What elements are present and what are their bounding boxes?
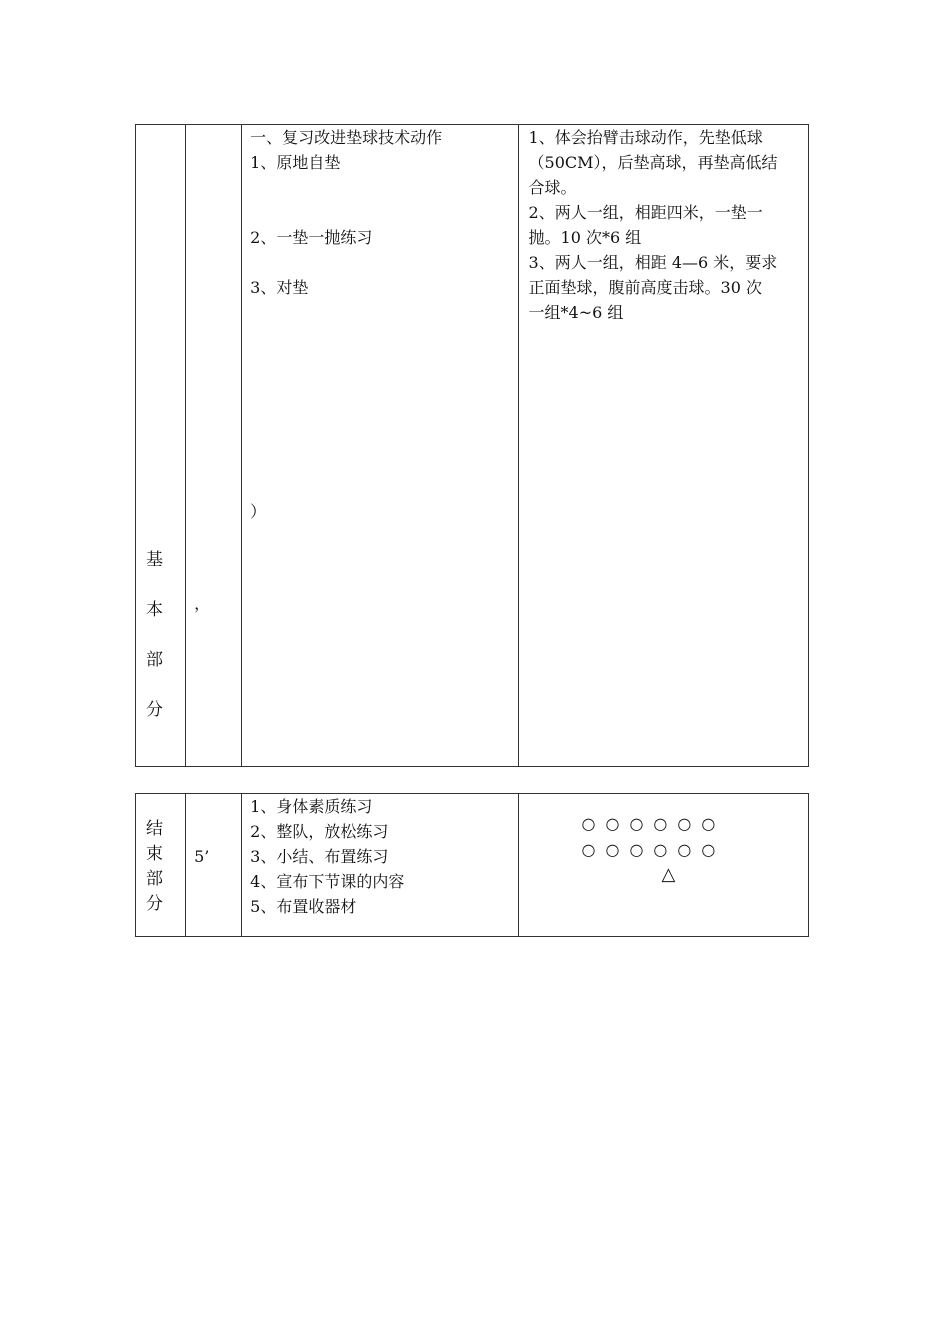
method-line: 抛。10 次*6 组 [528,228,642,247]
basic-section-label-cell [136,125,186,767]
formation-diagram [519,794,808,936]
method-line: （50CM），后垫高球，再垫高低结 [528,153,778,172]
method-line: 一组*4~6 组 [528,303,624,322]
content-line: 1、身体素质练习 [250,797,373,816]
ending-section-content-cell [242,794,518,937]
basic-label-char: 部 [146,650,163,670]
content-line: 3、小结、布置练习 [250,847,389,866]
basic-label-char: 基 [146,550,163,570]
basic-section-time-cell [186,125,242,767]
content-line: 2、整队，放松练习 [250,822,389,841]
basic-label-char: 分 [146,700,163,720]
basic-section-method-cell [518,125,808,767]
basic-label-char: 本 [146,600,163,620]
student-formation-row: ○○○○○○ [581,840,726,859]
content-line: 1、原地自垫 [250,153,341,172]
ending-section-table [135,793,809,937]
ending-time: 5’ [194,847,210,866]
basic-section-content-cell [242,125,518,767]
content-line: 2、一垫一抛练习 [250,228,373,247]
ending-label-char: 部 [146,869,163,889]
content-line: 3、对垫 [250,278,309,297]
content-line: 5、布置收器材 [250,897,357,916]
method-line: 2、两人一组，相距四米，一垫一 [528,203,763,222]
student-formation-row: ○○○○○○ [581,814,726,833]
ending-label-char: 分 [146,894,163,914]
teacher-triangle-icon: △ [661,864,676,885]
method-line: 1、体会抬臂击球动作，先垫低球 [528,128,763,147]
ending-section-time-cell [186,794,242,937]
basic-time: ， [194,594,211,613]
content-line: ） [250,502,267,521]
basic-section-table [135,124,809,767]
ending-label-char: 束 [146,844,163,864]
method-line: 正面垫球，腹前高度击球。30 次 [528,278,762,297]
content-line: 4、宣布下节课的内容 [250,872,405,891]
content-line: 一、复习改进垫球技术动作 [250,128,443,147]
ending-section-label-cell [136,794,186,937]
method-line: 3、两人一组，相距 4—6 米，要求 [528,253,778,272]
ending-label-char: 结 [146,819,163,839]
method-line: 合球。 [528,178,577,197]
ending-section-formation-cell [518,794,808,937]
